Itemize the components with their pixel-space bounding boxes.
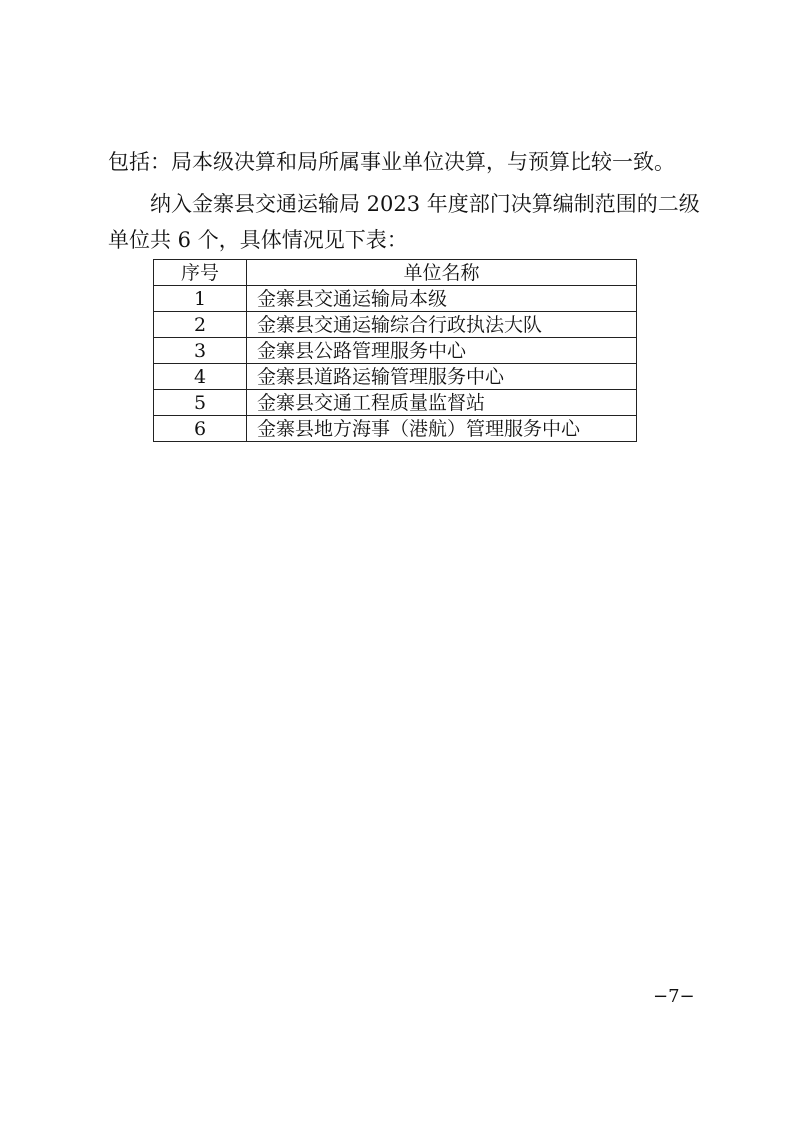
- row-serial-number: 2: [154, 312, 247, 338]
- table-row: [154, 286, 637, 312]
- row-serial-number: 5: [154, 390, 247, 416]
- row-serial-number: 3: [154, 338, 247, 364]
- row-unit-name: 金寨县公路管理服务中心: [247, 338, 637, 364]
- header-serial-number: 序号: [154, 260, 247, 286]
- row-serial-number: 1: [154, 286, 247, 312]
- row-unit-name: 金寨县交通工程质量监督站: [247, 390, 637, 416]
- paragraph-units-line-1: 纳入金寨县交通运输局 2023 年度部门决算编制范围的二级: [150, 192, 700, 216]
- table-row: [154, 364, 637, 390]
- paragraph-units-line-2: 单位共 6 个，具体情况见下表：: [108, 228, 408, 252]
- table-row: [154, 338, 637, 364]
- row-unit-name: 金寨县交通运输综合行政执法大队: [247, 312, 637, 338]
- row-serial-number: 6: [154, 416, 247, 442]
- table-row: [154, 312, 637, 338]
- row-unit-name: 金寨县交通运输局本级: [247, 286, 637, 312]
- row-unit-name: 金寨县道路运输管理服务中心: [247, 364, 637, 390]
- paragraph-scope: 包括：局本级决算和局所属事业单位决算，与预算比较一致。: [108, 150, 675, 174]
- page-number: −7−: [653, 986, 695, 1007]
- units-table: [153, 259, 637, 442]
- header-unit-name: 单位名称: [247, 260, 637, 286]
- row-unit-name: 金寨县地方海事（港航）管理服务中心: [247, 416, 637, 442]
- row-serial-number: 4: [154, 364, 247, 390]
- table-row: [154, 390, 637, 416]
- table-header-row: [154, 260, 637, 286]
- table-row: [154, 416, 637, 442]
